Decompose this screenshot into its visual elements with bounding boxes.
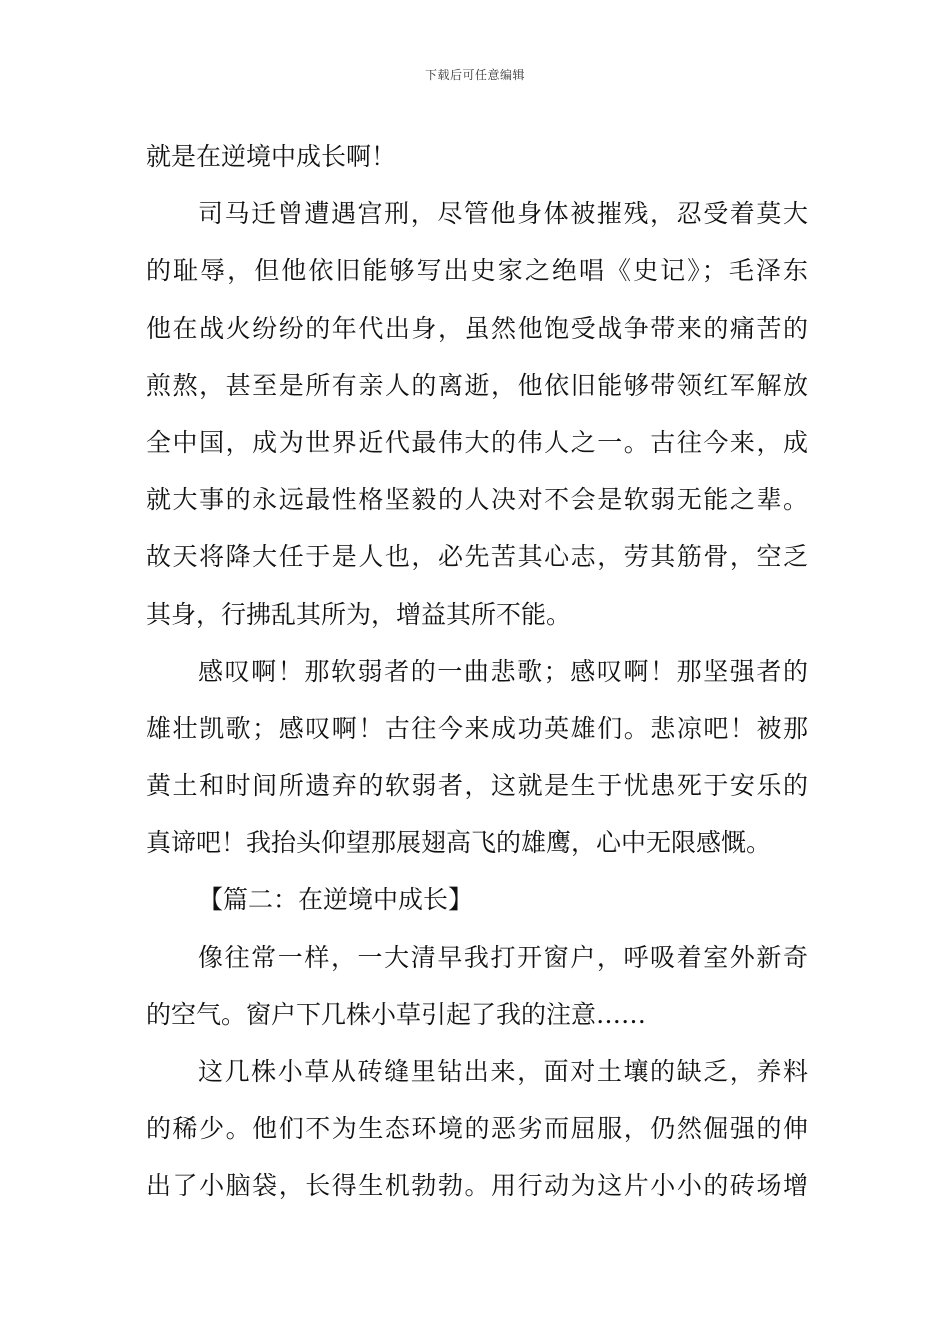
text-line: 煎熬，甚至是所有亲人的离逝，他依旧能够带领红军解放 [146, 370, 808, 400]
text-line: 雄壮凯歌；感叹啊！古往今来成功英雄们。悲凉吧！被那 [146, 713, 808, 743]
page-header: 下载后可任意编辑 [424, 68, 525, 82]
text-line: 全中国，成为世界近代最伟大的伟人之一。古往今来，成 [146, 427, 808, 457]
document-body [146, 128, 808, 1215]
text-line: 就大事的永远最性格坚毅的人决对不会是软弱无能之辈。 [146, 485, 808, 515]
text-line: 的耻辱，但他依旧能够写出史家之绝唱《史记》；毛泽东 [146, 256, 808, 286]
text-line: 感叹啊！那软弱者的一曲悲歌；感叹啊！那坚强者的 [198, 656, 808, 686]
text-line: 像往常一样，一大清早我打开窗户，呼吸着室外新奇 [198, 942, 808, 972]
text-line: 他在战火纷纷的年代出身，虽然他饱受战争带来的痛苦的 [146, 313, 808, 343]
text-line: 出了小脑袋，长得生机勃勃。用行动为这片小小的砖场增 [146, 1171, 808, 1201]
text-line: 真谛吧！我抬头仰望那展翅高飞的雄鹰，心中无限感慨。 [146, 828, 772, 858]
text-line: 其身，行拂乱其所为，增益其所不能。 [146, 599, 572, 629]
text-line: 黄土和时间所遗弃的软弱者，这就是生于忧患死于安乐的 [146, 771, 808, 801]
section-heading: 【篇二：在逆境中成长】 [198, 885, 474, 915]
text-line: 的空气。窗户下几株小草引起了我的注意…… [146, 999, 647, 1029]
text-line: 的稀少。他们不为生态环境的恶劣而屈服，仍然倔强的伸 [146, 1114, 808, 1144]
text-line: 这几株小草从砖缝里钻出来，面对土壤的缺乏，养料 [198, 1057, 808, 1086]
text-line: 故天将降大任于是人也，必先苦其心志，劳其筋骨，空乏 [146, 542, 808, 572]
text-line: 司马迁曾遭遇宫刑，尽管他身体被摧残，忍受着莫大 [198, 199, 808, 229]
text-line: 就是在逆境中成长啊！ [146, 142, 397, 171]
